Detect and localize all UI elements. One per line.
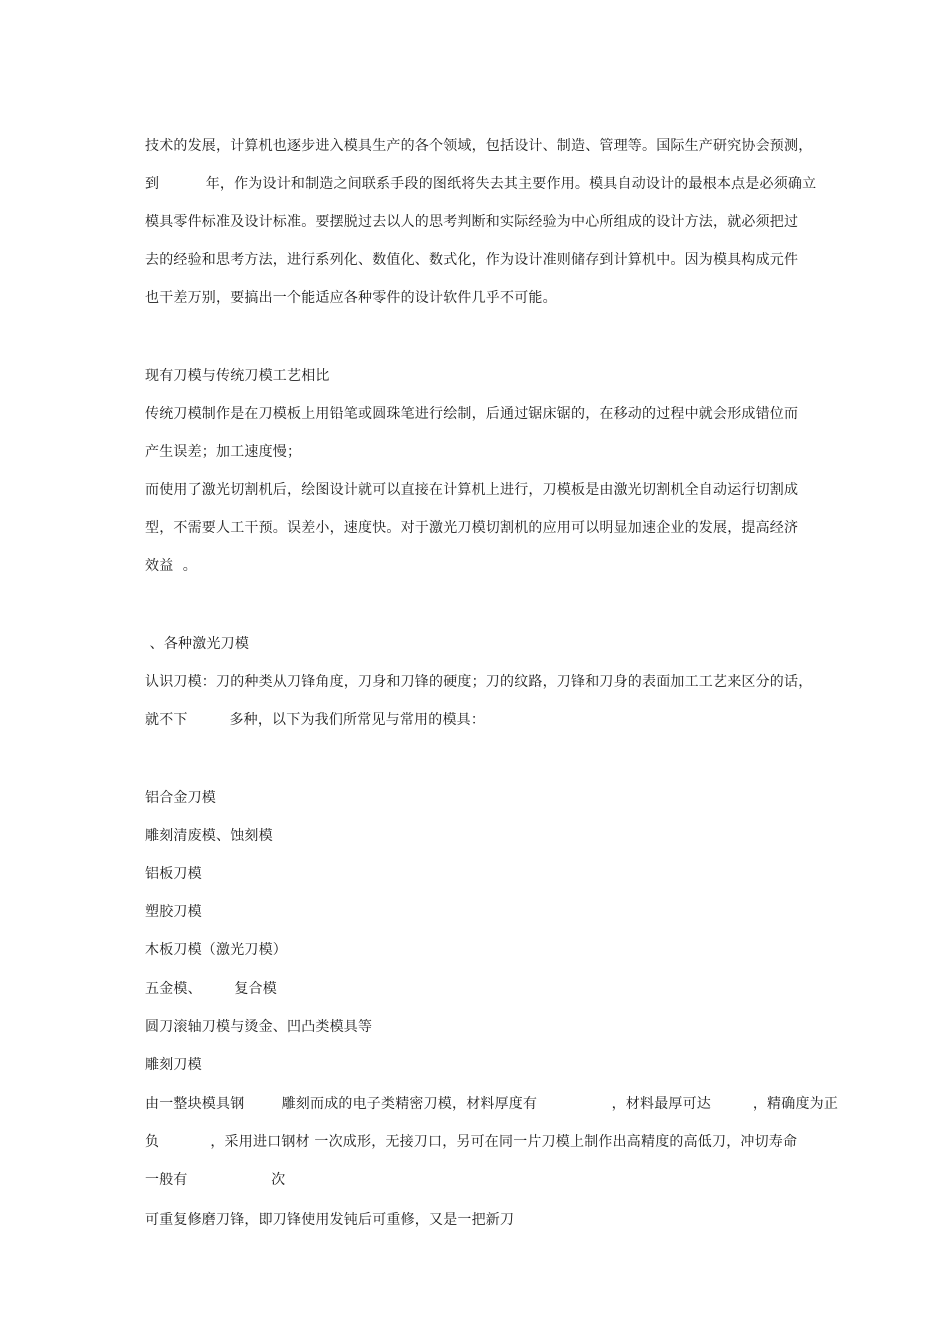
engraving-description-line-2: 负 ，采用进口钢材 一次成形，无接刀口，另可在同一片刀模上制作出高精度的高低刀，冲切寿命 (145, 1134, 798, 1150)
paragraph-1-line-2: 到 年，作为设计和制造之间联系手段的图纸将失去其主要作用。模具自动设计的最根本点是必须确立 (145, 176, 817, 192)
list-item: 铝合金刀模 (145, 790, 216, 806)
list-item: 雕刻清废模、蚀刻模 (145, 828, 273, 844)
section-2-heading: 现有刀模与传统刀模工艺相比 (145, 368, 330, 384)
section-2-line-5: 效益 。 (145, 558, 197, 574)
engraving-description-line-3: 一般有 次 (145, 1172, 286, 1188)
paragraph-1-line-1: 技术的发展，计算机也逐步进入模具生产的各个领域，包括设计、制造、管理等。国际生产研究协会预测， (145, 138, 813, 154)
paragraph-1-line-5: 也干差万别，要搞出一个能适应各种零件的设计软件几乎不可能。 (145, 290, 557, 306)
section-3-line-1: 认识刀模：刀的种类从刀锋角度，刀身和刀锋的硬度；刀的纹路，刀锋和刀身的表面加工工艺来区分的话， (145, 674, 813, 690)
section-3-line-2: 就不下 多种，以下为我们所常见与常用的模具： (145, 712, 486, 728)
list-item: 雕刻刀模 (145, 1057, 202, 1073)
section-2-line-4: 型，不需要人工干预。误差小，速度快。对于激光刀模切割机的应用可以明显加速企业的发展，提高经济 (145, 520, 799, 536)
engraving-description-line-1: 由一整块模具钢 雕刻而成的电子类精密刀模，材料厚度有 ，材料最厚可达 ，精确度为正 (145, 1096, 839, 1112)
list-item: 五金模、 复合模 (145, 981, 277, 997)
list-item: 铝板刀模 (145, 866, 202, 882)
paragraph-1-line-4: 去的经验和思考方法，进行系列化、数值化、数式化，作为设计准则储存到计算机中。因为模具构成元件 (145, 252, 799, 268)
section-2-line-1: 传统刀模制作是在刀模板上用铅笔或圆珠笔进行绘制，后通过锯床锯的，在移动的过程中就会形成错位而 (145, 406, 799, 422)
list-item: 木板刀模（激光刀模） (145, 942, 287, 958)
section-3-heading: 、各种激光刀模 (145, 636, 250, 652)
list-item: 塑胶刀模 (145, 904, 202, 920)
section-2-line-2: 产生误差；加工速度慢； (145, 444, 302, 460)
list-item: 圆刀滚轴刀模与烫金、凹凸类模具等 (145, 1019, 373, 1035)
paragraph-1-line-3: 模具零件标准及设计标准。要摆脱过去以人的思考判断和实际经验为中心所组成的设计方法，就必须把过 (145, 214, 799, 230)
engraving-description-line-4: 可重复修磨刀锋，即刀锋使用发钝后可重修，又是一把新刀 (145, 1212, 515, 1228)
section-2-line-3: 而使用了激光切割机后，绘图设计就可以直接在计算机上进行，刀模板是由激光切割机全自动运行切割成 (145, 482, 799, 498)
